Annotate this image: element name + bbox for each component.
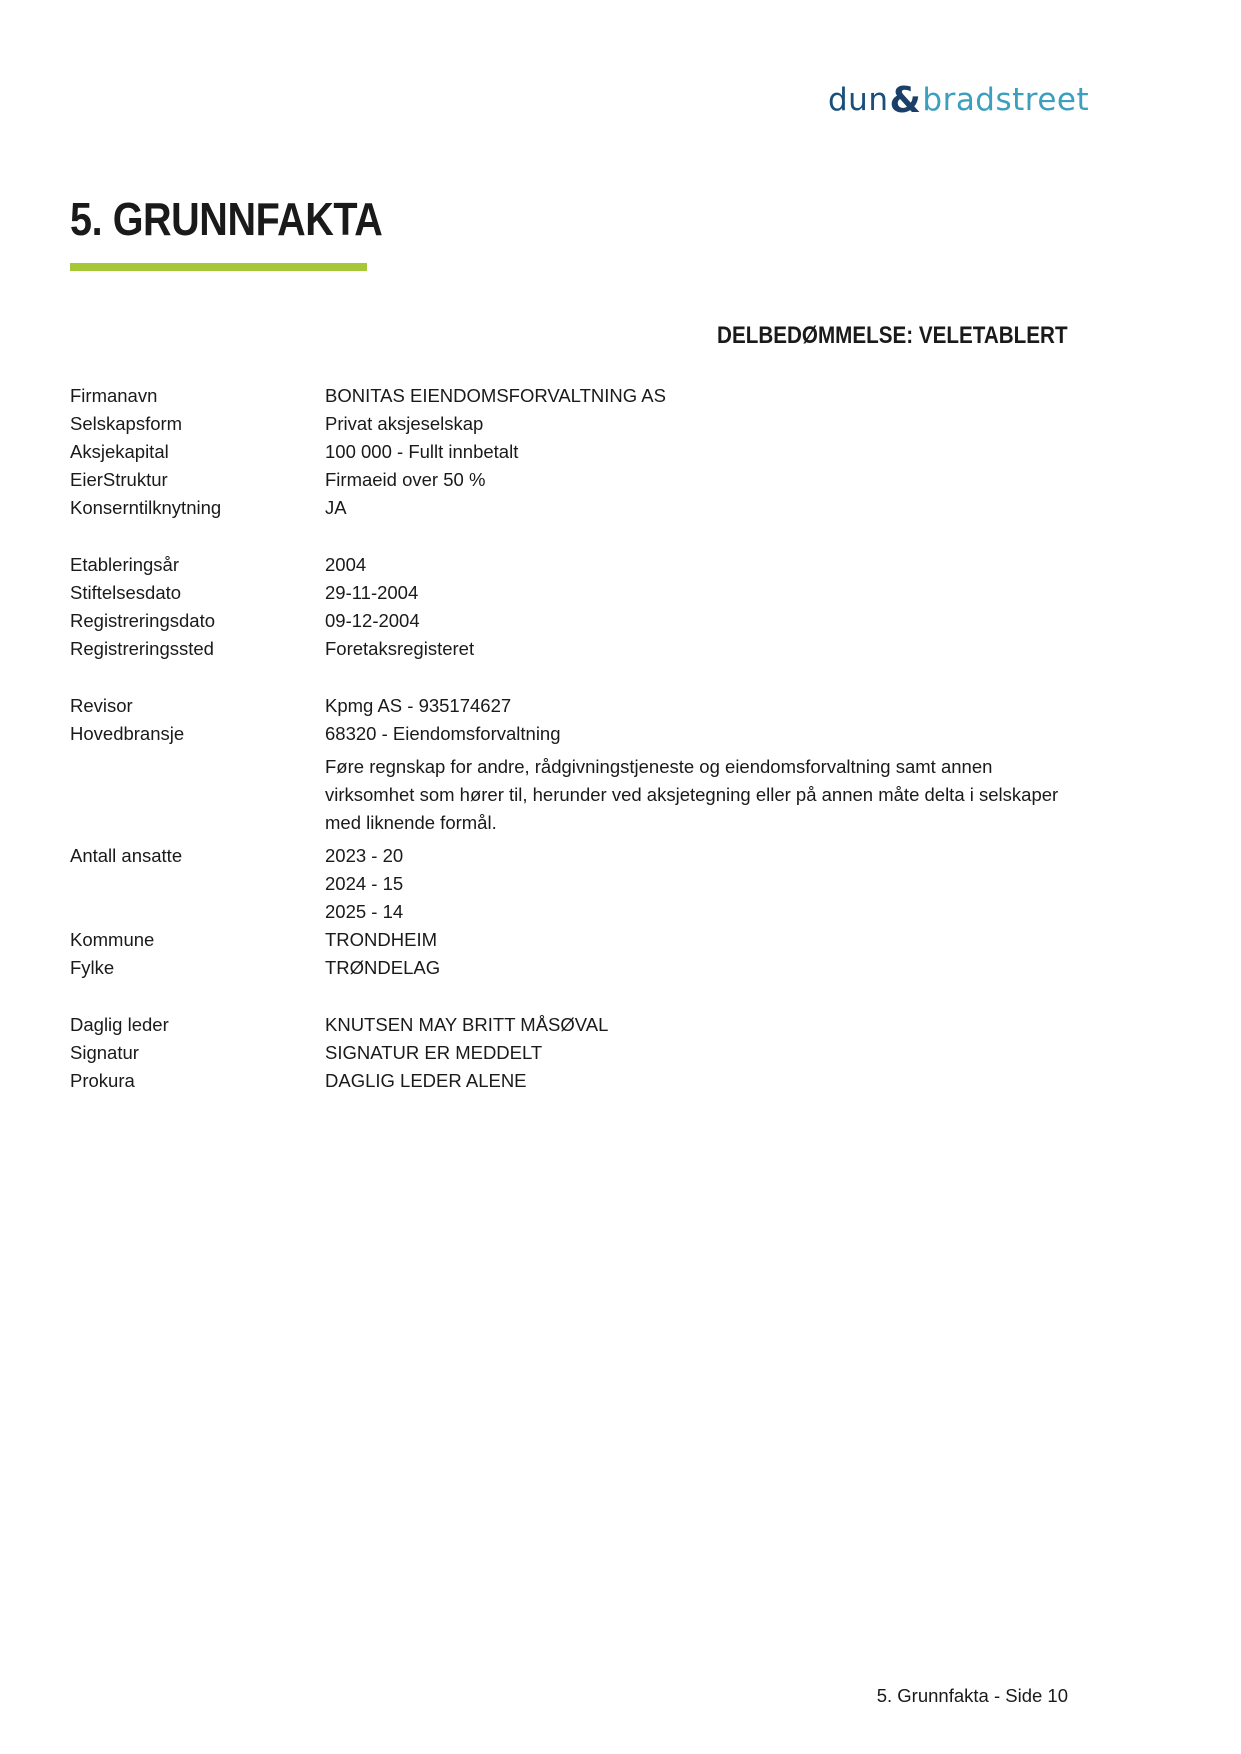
fact-value: DAGLIG LEDER ALENE: [325, 1070, 527, 1091]
logo-text-bradstreet: bradstreet: [922, 82, 1090, 118]
fact-value: 09-12-2004: [325, 610, 420, 631]
fact-label: Revisor: [70, 695, 133, 716]
fact-value: 29-11-2004: [325, 582, 419, 603]
group-spacer: [70, 522, 1060, 551]
fact-row: [70, 607, 1060, 635]
fact-row: [70, 1011, 1060, 1039]
title-underline: [70, 263, 367, 271]
fact-label: [70, 748, 325, 842]
fact-label: Hovedbransje: [70, 723, 185, 744]
fact-value: Privat aksjeselskap: [325, 413, 484, 434]
fact-label: Registreringssted: [70, 638, 214, 659]
fact-label: Kommune: [70, 929, 155, 950]
fact-row: [70, 551, 1060, 579]
fact-row: [70, 466, 1060, 494]
fact-value: TRONDHEIM: [325, 929, 438, 950]
fact-label: Prokura: [70, 1070, 135, 1091]
fact-value: TRØNDELAG: [325, 957, 441, 978]
fact-row: [70, 870, 1060, 898]
fact-row: [70, 438, 1060, 466]
group-spacer: [70, 982, 1060, 1011]
sub-rating-heading: DELBEDØMMELSE: VELETABLERT: [717, 322, 1068, 349]
fact-label: Aksjekapital: [70, 441, 169, 462]
company-facts-table: [70, 382, 1060, 1095]
page-title: 5. GRUNNFAKTA: [70, 193, 383, 245]
fact-row: [70, 382, 1060, 410]
fact-row: [70, 1039, 1060, 1067]
fact-value: JA: [325, 497, 347, 518]
fact-row: [70, 635, 1060, 663]
fact-value: 2025 - 14: [325, 901, 404, 922]
fact-row: [70, 720, 1060, 748]
fact-description: Føre regnskap for andre, rådgivningstjeneste og eiendomsforvaltning samt annen virksomhet som hører til, herunder ved aksjetegning eller på annen måte delta i selskaper med liknende formål.: [325, 756, 1059, 833]
logo-text-dun: dun: [828, 82, 889, 118]
fact-row: [70, 494, 1060, 522]
fact-label: Etableringsår: [70, 554, 180, 575]
fact-row: [70, 842, 1060, 870]
fact-label: Signatur: [70, 1042, 139, 1063]
fact-value: 68320 - Eiendomsforvaltning: [325, 723, 561, 744]
fact-label: Registreringsdato: [70, 610, 215, 631]
fact-value: SIGNATUR ER MEDDELT: [325, 1042, 543, 1063]
fact-label: [70, 870, 325, 898]
fact-row: [70, 926, 1060, 954]
fact-value: KNUTSEN MAY BRITT MÅSØVAL: [325, 1014, 609, 1035]
group-spacer: [70, 663, 1060, 692]
fact-value: BONITAS EIENDOMSFORVALTNING AS: [325, 385, 666, 406]
fact-value: 2004: [325, 554, 367, 575]
logo-ampersand: &: [889, 79, 922, 121]
fact-value: Kpmg AS - 935174627: [325, 695, 512, 716]
fact-value: 2024 - 15: [325, 873, 404, 894]
fact-label: Firmanavn: [70, 385, 158, 406]
fact-description-row: [70, 748, 1060, 842]
fact-label: Selskapsform: [70, 413, 183, 434]
fact-row: [70, 1067, 1060, 1095]
fact-label: EierStruktur: [70, 469, 168, 490]
fact-row: [70, 410, 1060, 438]
fact-row: [70, 692, 1060, 720]
fact-row: [70, 898, 1060, 926]
fact-value: Foretaksregisteret: [325, 638, 475, 659]
page-footer: 5. Grunnfakta - Side 10: [876, 1685, 1068, 1706]
fact-value: Firmaeid over 50 %: [325, 469, 486, 490]
fact-label: [70, 898, 325, 926]
fact-label: Daglig leder: [70, 1014, 169, 1035]
fact-value: 100 000 - Fullt innbetalt: [325, 441, 519, 462]
fact-label: Antall ansatte: [70, 845, 183, 866]
fact-row: [70, 954, 1060, 982]
fact-value: 2023 - 20: [325, 845, 404, 866]
fact-label: Stiftelsesdato: [70, 582, 182, 603]
dun-bradstreet-logo: [828, 78, 1090, 122]
fact-label: Konserntilknytning: [70, 497, 222, 518]
fact-label: Fylke: [70, 957, 115, 978]
fact-row: [70, 579, 1060, 607]
